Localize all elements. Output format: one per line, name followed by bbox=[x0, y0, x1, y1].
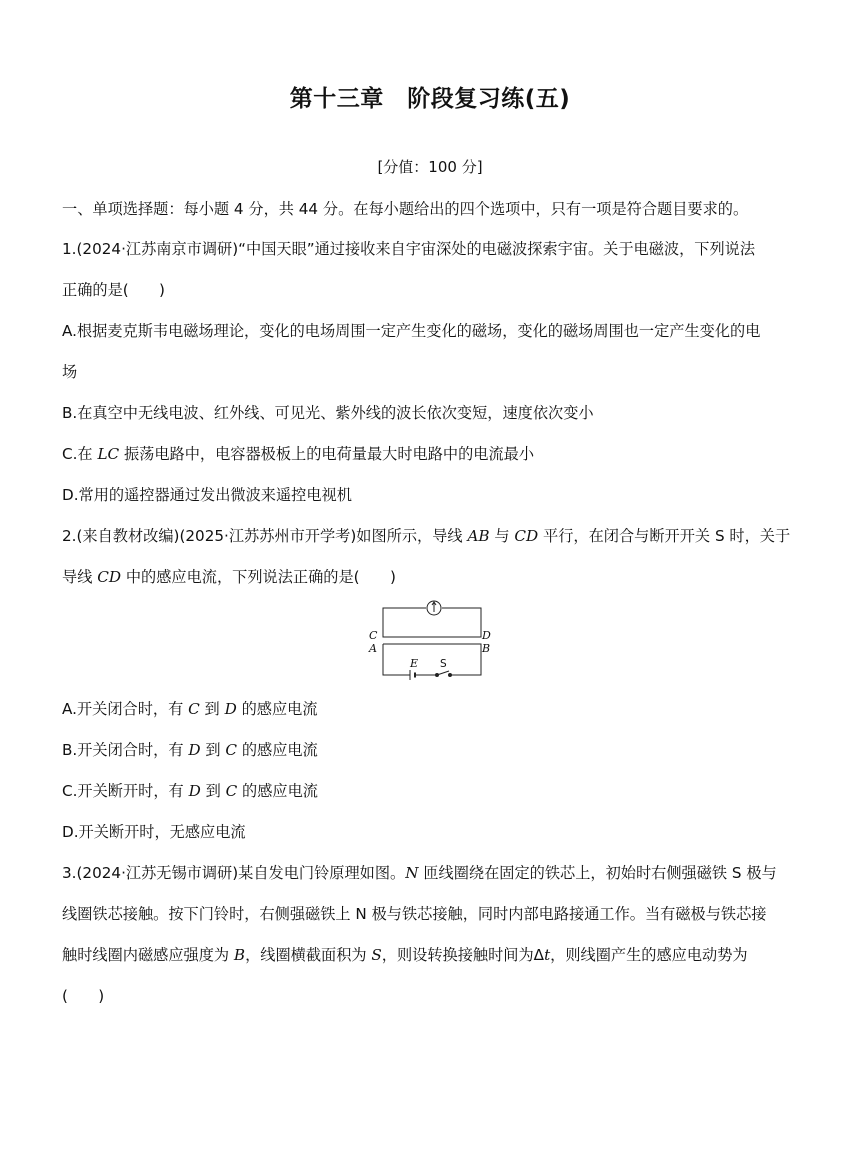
q2-l1-pre: 2.(来自教材改编)(2025·江苏苏州市开学考)如图所示，导线 bbox=[62, 527, 468, 545]
q2-l1-mid: 与 bbox=[489, 527, 515, 545]
q1-option-b: B.在真空中无线电波、红外线、可见光、紫外线的波长依次变短，速度依次变小 bbox=[62, 404, 594, 422]
label-c: C bbox=[369, 629, 378, 642]
q2-stem-line1 bbox=[62, 525, 790, 546]
q2-a-pre: A.开关闭合时，有 bbox=[62, 700, 189, 718]
page-title: 第十三章 阶段复习练(五) bbox=[289, 86, 571, 112]
q3-l3-var-t: t bbox=[544, 946, 551, 964]
q2-a-v1: C bbox=[188, 700, 200, 718]
q1-stem-line1: 1.(2024·江苏南京市调研)“中国天眼”通过接收来自宇宙深处的电磁波探索宇宙。关于电磁波，下列说法 bbox=[62, 240, 756, 258]
q2-option-d: D.开关断开时，无感应电流 bbox=[62, 823, 246, 841]
q3-l3-var-b: B bbox=[233, 946, 246, 964]
q1-stem-line2: 正确的是( ) bbox=[62, 281, 165, 299]
q3-l3-d: ，则线圈产生的感应电动势为 bbox=[550, 946, 748, 964]
q2-b-post: 的感应电流 bbox=[237, 741, 318, 759]
q3-l3-var-s: S bbox=[371, 946, 382, 964]
q2-c-pre: C.开关断开时，有 bbox=[62, 782, 189, 800]
q3-stem-line4: ( ) bbox=[62, 987, 105, 1005]
q1-c-pre: C.在 bbox=[62, 445, 98, 463]
q3-l1-pre: 3.(2024·江苏无锡市调研)某自发电门铃原理如图。 bbox=[62, 864, 406, 882]
q2-a-v2: D bbox=[224, 700, 237, 718]
q2-b-pre: B.开关闭合时，有 bbox=[62, 741, 189, 759]
q2-c-post: 的感应电流 bbox=[237, 782, 318, 800]
q2-l1-var-cd: CD bbox=[514, 527, 539, 545]
lower-loop-wire bbox=[383, 644, 481, 675]
q2-a-mid: 到 bbox=[199, 700, 225, 718]
section-heading: 一、单项选择题：每小题 4 分，共 44 分。在每小题给出的四个选项中，只有一项是符合题目要求的。 bbox=[62, 200, 749, 218]
q2-c-v1: D bbox=[188, 782, 201, 800]
label-a: A bbox=[369, 642, 377, 655]
q2-b-mid: 到 bbox=[200, 741, 226, 759]
q2-stem-line2 bbox=[62, 566, 396, 587]
q1-c-post: 振荡电路中，电容器极板上的电荷量最大时电路中的电流最小 bbox=[119, 445, 535, 463]
q2-c-mid: 到 bbox=[200, 782, 226, 800]
q3-stem-line2: 线圈铁芯接触。按下门铃时，右侧强磁铁上 N 极与铁芯接触，同时内部电路接通工作。当有磁极与铁芯接 bbox=[62, 905, 767, 923]
circuit-diagram bbox=[365, 597, 495, 681]
q1-option-a-line2: 场 bbox=[62, 363, 78, 381]
q2-l1-var-ab: AB bbox=[467, 527, 490, 545]
label-e: E bbox=[410, 657, 419, 670]
q2-l1-post: 平行，在闭合与断开开关 S 时，关于 bbox=[538, 527, 791, 545]
label-d: D bbox=[482, 629, 491, 642]
q3-stem-line1 bbox=[62, 862, 777, 883]
q3-l1-var-n: N bbox=[405, 864, 419, 882]
score-note: [分值：100 分] bbox=[377, 158, 483, 176]
q2-a-post: 的感应电流 bbox=[236, 700, 318, 718]
q1-option-d: D.常用的遥控器通过发出微波来遥控电视机 bbox=[62, 486, 352, 504]
q3-l3-c: ，则设转换接触时间为Δ bbox=[381, 946, 545, 964]
q3-l3-b: ，线圈横截面积为 bbox=[245, 946, 372, 964]
q2-option-a bbox=[62, 698, 318, 719]
q2-b-v1: D bbox=[188, 741, 201, 759]
q3-stem-line3 bbox=[62, 944, 748, 965]
q1-option-a-line1: A.根据麦克斯韦电磁场理论，变化的电场周围一定产生变化的磁场，变化的磁场周围也一定产生变化的电 bbox=[62, 322, 761, 340]
q2-c-v2: C bbox=[225, 782, 238, 800]
q2-l2-post: 中的感应电流，下列说法正确的是( ) bbox=[121, 568, 396, 586]
q2-l2-var-cd: CD bbox=[97, 568, 122, 586]
q2-option-b bbox=[62, 739, 318, 760]
label-b: B bbox=[482, 642, 491, 655]
q3-l3-a: 触时线圈内磁感应强度为 bbox=[62, 946, 234, 964]
q3-l1-post: 匝线圈绕在固定的铁芯上，初始时右侧强磁铁 S 极与 bbox=[418, 864, 777, 882]
q2-b-v2: C bbox=[225, 741, 238, 759]
q1-option-c bbox=[62, 443, 534, 464]
label-s: S bbox=[440, 658, 447, 670]
q2-option-c bbox=[62, 780, 318, 801]
upper-loop-wire bbox=[383, 608, 481, 637]
q2-l2-pre: 导线 bbox=[62, 568, 98, 586]
q1-c-var: LC bbox=[97, 445, 120, 463]
